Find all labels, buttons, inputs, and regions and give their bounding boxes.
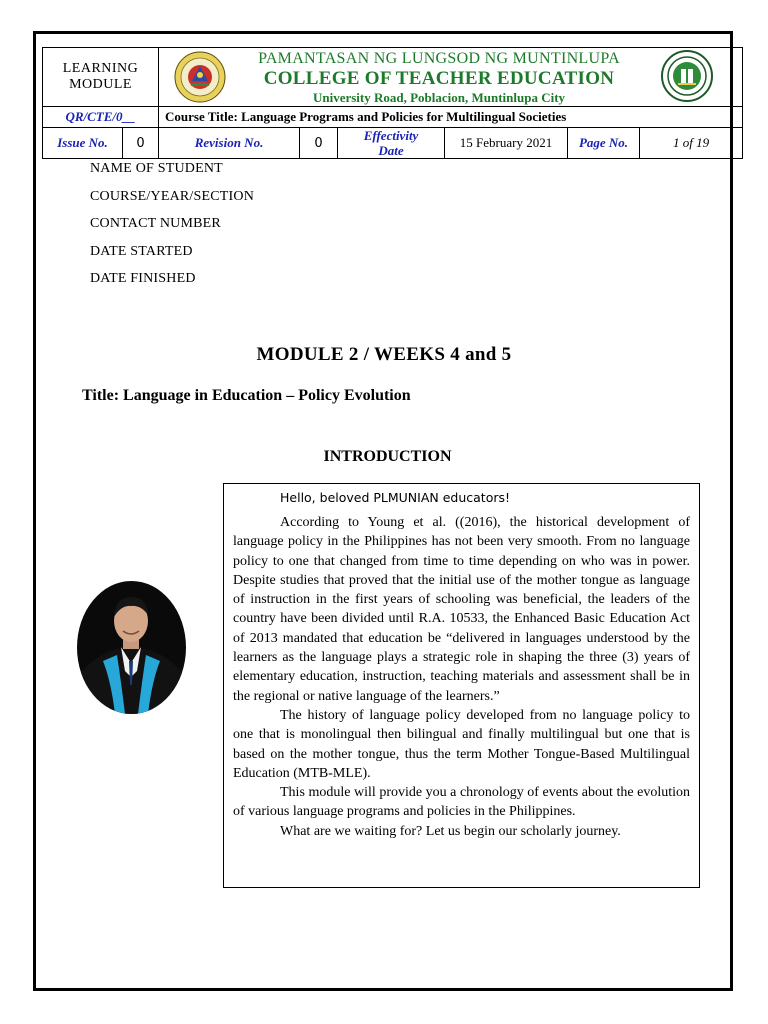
intro-paragraph: This module will provide you a chronology of events about the evolution of various language programs and policies in the Philippines.: [233, 785, 690, 820]
issue-label: Issue No.: [43, 128, 123, 159]
university-address: University Road, Poblacion, Muntinlupa City: [312, 90, 566, 105]
learning-module-label: LEARNING MODULE: [43, 48, 159, 107]
effectivity-date: 15 February 2021: [445, 128, 568, 159]
intro-paragraph: What are we waiting for? Let us begin our scholarly journey.: [280, 823, 621, 839]
page-label: Page No.: [568, 128, 640, 159]
document-header-table: [42, 47, 743, 159]
student-name-field: NAME OF STUDENT: [90, 161, 223, 176]
instructor-portrait: [77, 581, 186, 714]
lesson-title: Title: Language in Education – Policy Evolution: [82, 387, 411, 404]
module-heading: MODULE 2 / WEEKS 4 and 5: [256, 344, 512, 365]
date-started-field: DATE STARTED: [90, 243, 193, 259]
college-name: COLLEGE OF TEACHER EDUCATION: [263, 68, 615, 89]
intro-paragraph: The history of language policy developed from no language policy to one that is monolingual then bilingual and finally multilingual but one that is based on the mother tongue, thus the term Mother Tongue-Based Multilingual Education (MTB-MLE).: [233, 707, 690, 781]
course-year-section-field: COURSE/YEAR/SECTION: [90, 188, 255, 204]
introduction-box: [223, 483, 700, 888]
intro-greeting: Hello, beloved PLMUNIAN educators!: [280, 490, 511, 505]
date-finished-field: DATE FINISHED: [90, 271, 196, 286]
revision-label: Revision No.: [159, 128, 300, 159]
university-name: PAMANTASAN NG LUNGSOD NG MUNTINLUPA: [258, 50, 620, 67]
page-number: 1 of 19: [640, 128, 743, 159]
introduction-heading: INTRODUCTION: [323, 448, 452, 465]
university-seal-icon: [171, 51, 229, 103]
student-info-block: [90, 160, 254, 298]
university-banner: [159, 48, 743, 107]
qr-code-label: QR/CTE/0__: [43, 107, 159, 128]
issue-value: 0: [123, 128, 159, 159]
course-title: Course Title: Language Programs and Policies for Multilingual Societies: [159, 107, 743, 128]
college-seal-icon: [658, 50, 716, 102]
effectivity-label: Effectivity Date: [338, 128, 445, 159]
revision-value: 0: [300, 128, 338, 159]
contact-number-field: CONTACT NUMBER: [90, 216, 221, 231]
intro-paragraph: According to Young et al. ((2016), the historical development of language policy in the Philippines has not been very smooth. From no language policy to one that changed from time to time depending on who was in power. Despite studies that proved that the initial use of the mother tongue as language of instruction in the first years of schooling was beneficial, the leaders of the country have been divided until R.A. 10533, the Enhanced Basic Education Act of 2013 mandated that education be “delivered in languages understood by the learners as the language plays a strategic role in shaping the three (3) years of elementary education, instruction, teaching materials and assessment shall be in the regional or native language of the learners.”: [233, 515, 690, 704]
